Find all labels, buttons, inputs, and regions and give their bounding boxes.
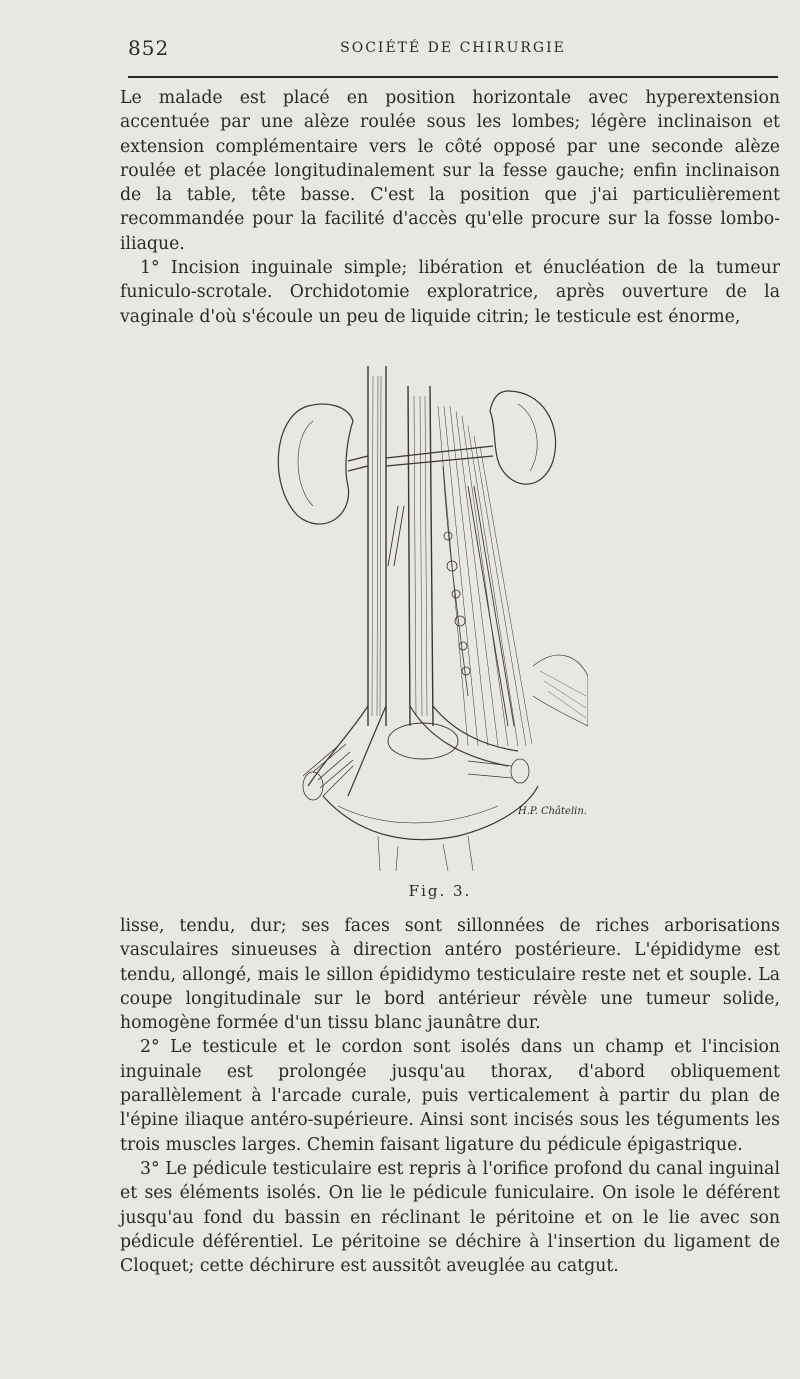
paragraph-continuation: lisse, tendu, dur; ses faces sont sillonnées de riches arborisations vasculaires sinueuses à direction antéro postérieure. L'épididyme est tendu, allongé, mais le sillon épididymo testiculaire reste net et souple. La coupe longitudinale sur le bord antérieur révèle une tumeur solide, homogène formée d'un tissu blanc jaunâtre dur. [120,916,780,1034]
paragraph-step-1: 1° Incision inguinale simple; libération et énucléation de la tumeur funiculo-scrotale. Orchidotomie exploratrice, après ouverture de la vaginale d'où s'écoule un peu de liquide citrin; le testicule est énorme, [120,258,780,327]
left-kidney-shape [278,404,353,524]
running-head: SOCIÉTÉ DE CHIRURGIE [340,40,566,56]
text-block-bottom [120,914,780,1278]
page-number: 852 [128,36,170,60]
anatomy-drawing [268,366,588,876]
right-kidney-shape [490,391,556,484]
illustrator-signature: H.P. Châtelin. [518,806,587,817]
paragraph-step-2: 2° Le testicule et le cordon sont isolés dans un champ et l'incision inguinale est prolongée jusqu'au thorax, d'abord obliquement parallèlement à l'arcade curale, puis verticalement à partir du plan de l'épine iliaque antéro-supérieure. Ainsi sont incisés sous les téguments les trois muscles larges. Chemin faisant ligature du pédicule épigastrique. [120,1037,780,1155]
figure-caption: Fig. 3. [408,882,472,900]
anatomical-illustration [268,366,588,876]
text-block-top [120,86,780,329]
paragraph-step-3: 3° Le pédicule testiculaire est repris à l'orifice profond du canal inguinal et ses éléments isolés. On lie le pédicule funiculaire. On isole le déférent jusqu'au fond du bassin en réclinant le péritoine et on le lie avec son pédicule déférentiel. Le péritoine se déchire à l'insertion du ligament de Cloquet; cette déchirure est aussitôt aveuglée au catgut. [120,1158,780,1277]
header-rule [128,76,778,78]
paragraph-position: Le malade est placé en position horizontale avec hyperextension accentuée par une alèze roulée sous les lombes; légère inclinaison et extension complémentaire vers le côté opposé par une seconde alèze roulée et placée longitudinalement sur la fesse gauche; enfin inclinaison de la table, tête basse. C'est la position que j'ai particulièrement recommandée pour la facilité d'accès qu'elle procure sur la fosse lombo-iliaque. [120,88,780,254]
page-header [128,36,778,66]
